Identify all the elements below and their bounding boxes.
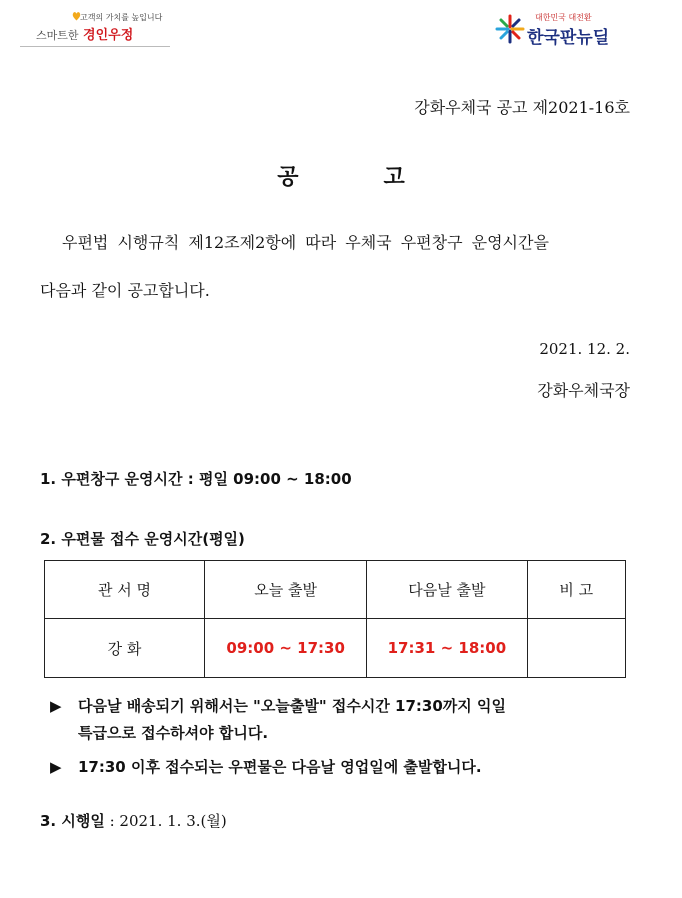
bullet-1-line2: 특급으로 접수하셔야 합니다. — [78, 724, 269, 742]
bullet-1-line1: 다음날 배송되기 위해서는 "오늘출발" 접수시간 17:30까지 익일 — [78, 697, 506, 715]
bullet-1-triangle-icon: ▶ — [50, 697, 62, 715]
table-header-row — [45, 561, 626, 619]
cell-today-hours: 09:00 ~ 17:30 — [205, 619, 367, 678]
cell-remarks — [527, 619, 625, 678]
logo-subtitle: 대한민국 대전환 — [535, 13, 592, 22]
title-char-left: 공 — [277, 164, 299, 190]
header-today: 오늘 출발 — [205, 561, 367, 619]
header-remarks: 비 고 — [527, 561, 625, 619]
bullet-2 — [50, 756, 482, 777]
bullet-1 — [50, 695, 506, 716]
star-burst-icon — [495, 14, 525, 44]
logo-name-newdeal: 한국판뉴딜 — [527, 28, 610, 48]
header-office: 관 서 명 — [45, 561, 205, 619]
logo-name: 경인우정 — [83, 28, 134, 43]
section-3-value: : 2021. 1. 3.(월) — [104, 812, 227, 830]
header-nextday: 다음날 출발 — [367, 561, 527, 619]
notice-body-line2: 다음과 같이 공고합니다. — [40, 281, 210, 300]
bullet-2-text: 17:30 이후 접수되는 우편물은 다음날 영업일에 출발합니다. — [78, 758, 482, 776]
section-1 — [40, 468, 352, 489]
section-3 — [40, 810, 227, 831]
gyeongin-post-logo — [20, 10, 170, 46]
bullet-2-triangle-icon: ▶ — [50, 758, 62, 776]
page-header — [0, 0, 682, 60]
notice-signer: 강화우체국장 — [537, 381, 630, 400]
table-row — [45, 619, 626, 678]
title-char-right: 고 — [383, 164, 405, 190]
section-3-label: 3. 시행일 — [40, 812, 105, 830]
logo-underline — [20, 46, 170, 47]
section-2-label: 2. 우편물 접수 운영시간(평일) — [40, 530, 245, 548]
notice-body-line1: 우편법 시행규칙 제12조제2항에 따라 우체국 우편창구 운영시간을 — [62, 233, 549, 252]
section-1-label: 1. 우편창구 운영시간 — [40, 470, 183, 488]
hours-table — [44, 560, 626, 678]
notice-title — [0, 160, 682, 191]
notice-date: 2021. 12. 2. — [539, 340, 630, 358]
logo-brand — [36, 24, 133, 43]
section-1-value: : 평일 09:00 ~ 18:00 — [182, 470, 352, 488]
korean-new-deal-logo — [495, 10, 655, 50]
cell-nextday-hours: 17:31 ~ 18:00 — [367, 619, 527, 678]
cell-office: 강 화 — [45, 619, 205, 678]
logo-tagline: 고객의 가치를 높입니다 — [80, 13, 163, 22]
notice-number: 강화우체국 공고 제2021-16호 — [414, 98, 630, 117]
logo-prefix: 스마트한 — [36, 29, 79, 42]
